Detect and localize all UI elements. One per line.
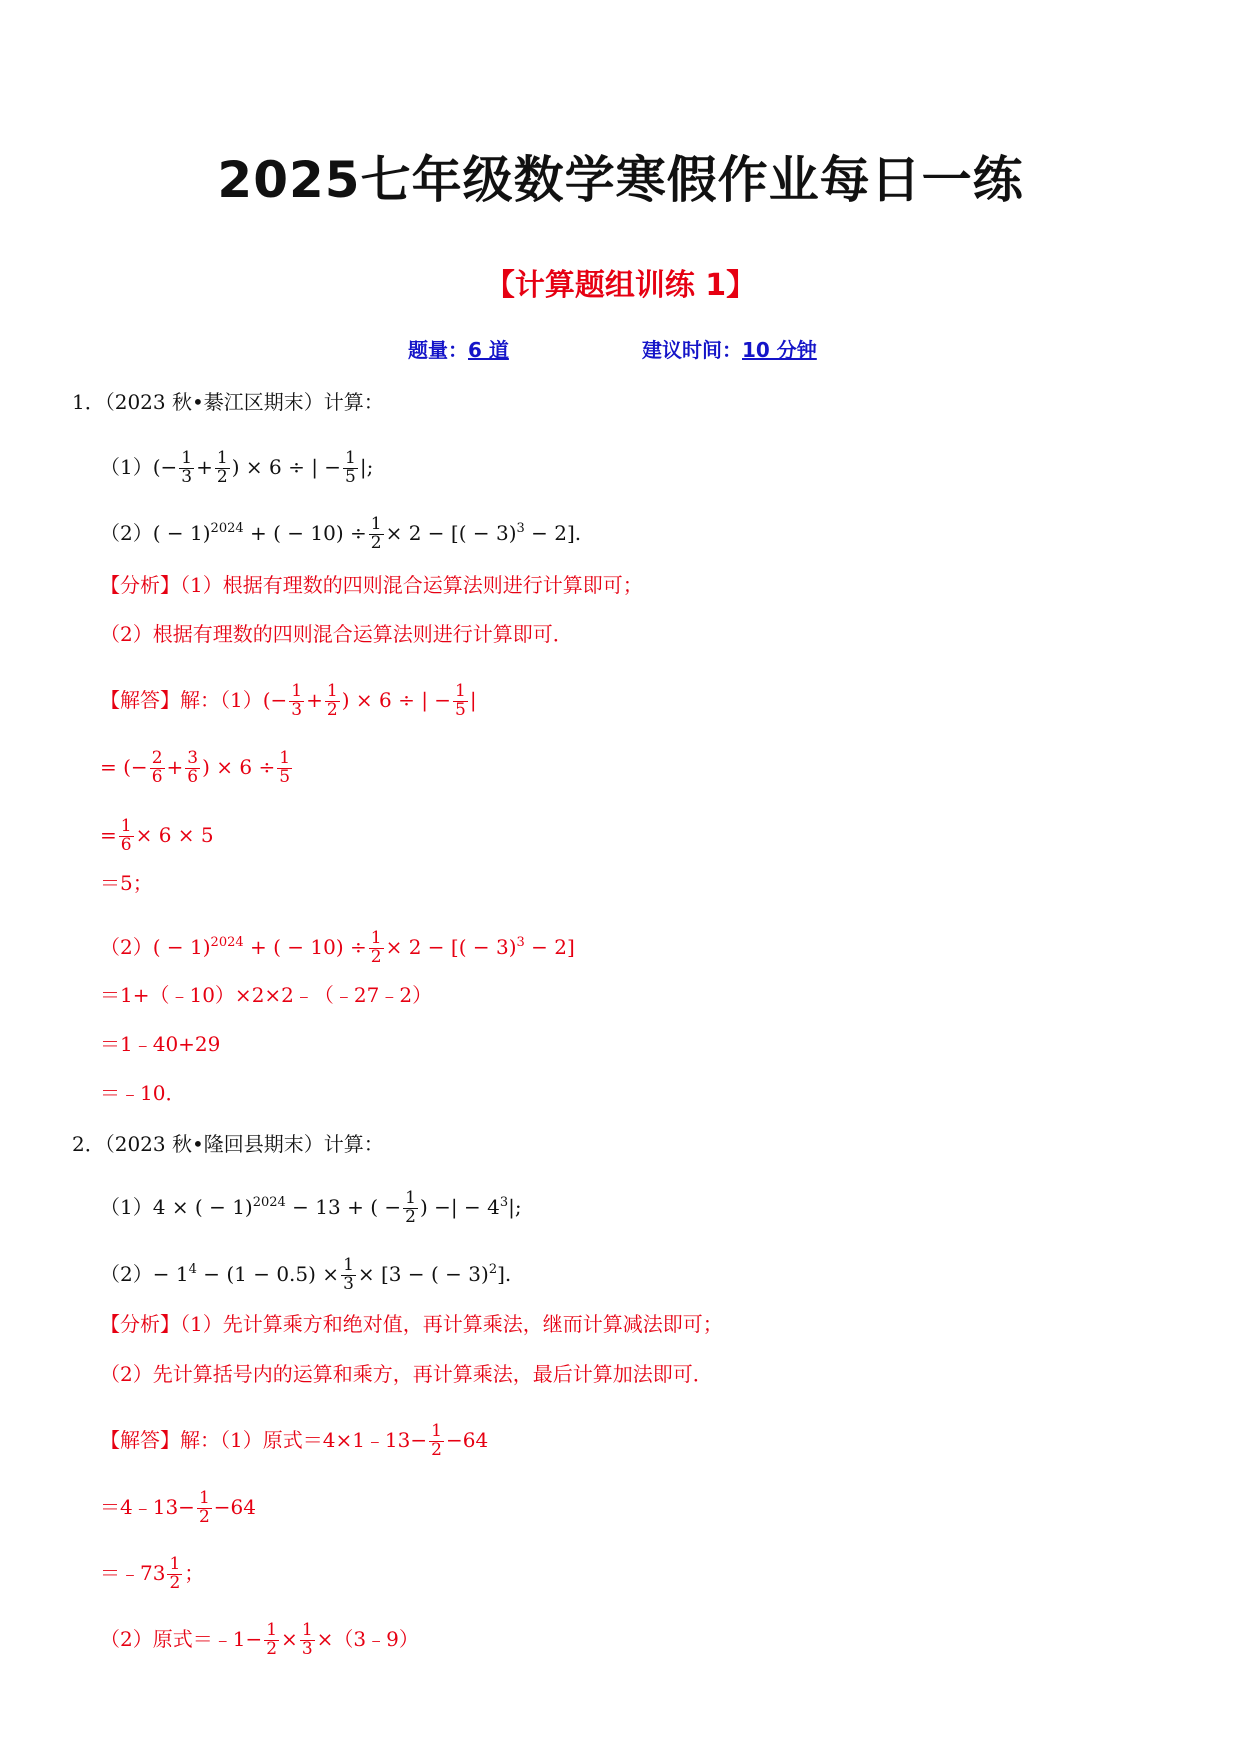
question-2-header: 2．（2023 秋•隆回县期末）计算： (72, 1132, 384, 1156)
part-prefix: （1） (100, 454, 153, 479)
step-text: × (281, 1626, 298, 1651)
question-1-step-1: = (− $\frac{2}{6}$ + $\frac{3}{6}$ ) × 6 ÷ $\frac{1}{5}$ (100, 748, 291, 787)
suggested-time (642, 334, 817, 363)
question-1-solution-2-step-2: ＝1﹣40+29 (100, 1032, 221, 1056)
analysis-tag: 【分析】 (100, 1312, 180, 1336)
part-prefix: （2） (100, 1261, 153, 1286)
answer-tag: 【解答】 (100, 1427, 180, 1452)
part-prefix: （1） (100, 1194, 153, 1219)
question-1-step-3: ＝5； (100, 871, 153, 895)
question-2-part-1: （1）4 × ( − 1)$^{2024}$ − 13 + ( − $\frac{1}{2}$ ) −| − $4^3|$; (100, 1188, 522, 1227)
question-2-analysis-1 (100, 1314, 723, 1334)
question-1-part-2: $(2)( - 1)^{2024}$ + ( − 10) ÷ $\frac{1}{2}$ × 2 − [( − 3)$^3$ − 2]. (100, 514, 582, 553)
question-count-value: 6 道 (468, 338, 509, 362)
answer-intro: 解：（1） (180, 687, 263, 712)
step-text: ＝4﹣13− (100, 1494, 195, 1519)
part-prefix: （2） (100, 520, 153, 545)
question-2-answer-1: 【解答】解：（1）原式＝4×1﹣13− $\frac{1}{2}$ −64 (100, 1421, 489, 1460)
section-subtitle: 【计算题组训练 1】 (484, 268, 757, 303)
answer-tag: 【解答】 (100, 687, 180, 712)
question-2-step-2: ＝4﹣13− $\frac{1}{2}$ −64 (100, 1488, 256, 1527)
step-text: （2）原式＝﹣1− (100, 1626, 263, 1651)
question-2-analysis-2: （2）先计算括号内的运算和乘方，再计算乘法，最后计算加法即可． (100, 1362, 713, 1386)
answer-tail: −64 (445, 1427, 489, 1452)
question-1-header: 1．（2023 秋•綦江区期末）计算： (72, 390, 384, 414)
part-prefix: （2） (100, 934, 153, 959)
question-count (408, 334, 509, 363)
suggested-time-label: 建议时间： (642, 338, 742, 362)
step-text: −64 (213, 1494, 256, 1519)
answer-intro: 解：（1）原式＝4×1﹣13− (180, 1427, 428, 1452)
page-title: 2025七年级数学寒假作业每日一练 (217, 151, 1024, 209)
question-1-analysis-2: （2）根据有理数的四则混合运算法则进行计算即可． (100, 622, 573, 646)
question-1-part-1: （1）(− $\frac{1}{3}$ + $\frac{1}{2}$ ) × 6 ÷ | − $\frac{1}{5}$ |; (100, 448, 374, 487)
question-2-solution-2: （2）原式＝﹣1− $\frac{1}{2}$ × $\frac{1}{3}$ ×（3﹣9） (100, 1620, 419, 1659)
analysis-text: （1）根据有理数的四则混合运算法则进行计算即可； (180, 573, 643, 597)
question-2-step-3: ＝﹣73 $\frac{1}{2}$ ； (100, 1554, 205, 1593)
step-text: ＝﹣73 (100, 1560, 166, 1585)
analysis-tag: 【分析】 (100, 573, 180, 597)
question-count-label: 题量： (408, 338, 468, 362)
question-1-analysis-1 (100, 575, 643, 595)
step-text: ×（3﹣9） (316, 1626, 419, 1651)
suggested-time-value: 10 分钟 (742, 338, 817, 362)
question-1-solution-2-step-3: ＝﹣10． (100, 1081, 186, 1105)
question-1-step-2: = $\frac{1}{6}$ × 6 × 5 (100, 816, 214, 855)
step-text: ； (184, 1560, 205, 1585)
analysis-text: （1）先计算乘方和绝对值，再计算乘法，继而计算减法即可； (180, 1312, 723, 1336)
question-2-part-2: $(2)- 1^4 - (1 - 0.5)$ × $\frac{1}{3}$ × [3 − ( − 3)$^2$]. (100, 1255, 512, 1294)
question-1-answer-1: 【解答】解：（1）(− $\frac{1}{3}$ + $\frac{1}{2}$ ) × 6 ÷ | − $\frac{1}{5}$ | (100, 681, 477, 720)
question-1-solution-2-step-1: ＝1+（﹣10）×2×2﹣（﹣27﹣2） (100, 983, 433, 1007)
question-1-solution-2: $(2)( - 1)^{2024}$ + ( − 10) ÷ $\frac{1}{2}$ × 2 − [( − 3)$^3$ − 2] (100, 928, 575, 967)
